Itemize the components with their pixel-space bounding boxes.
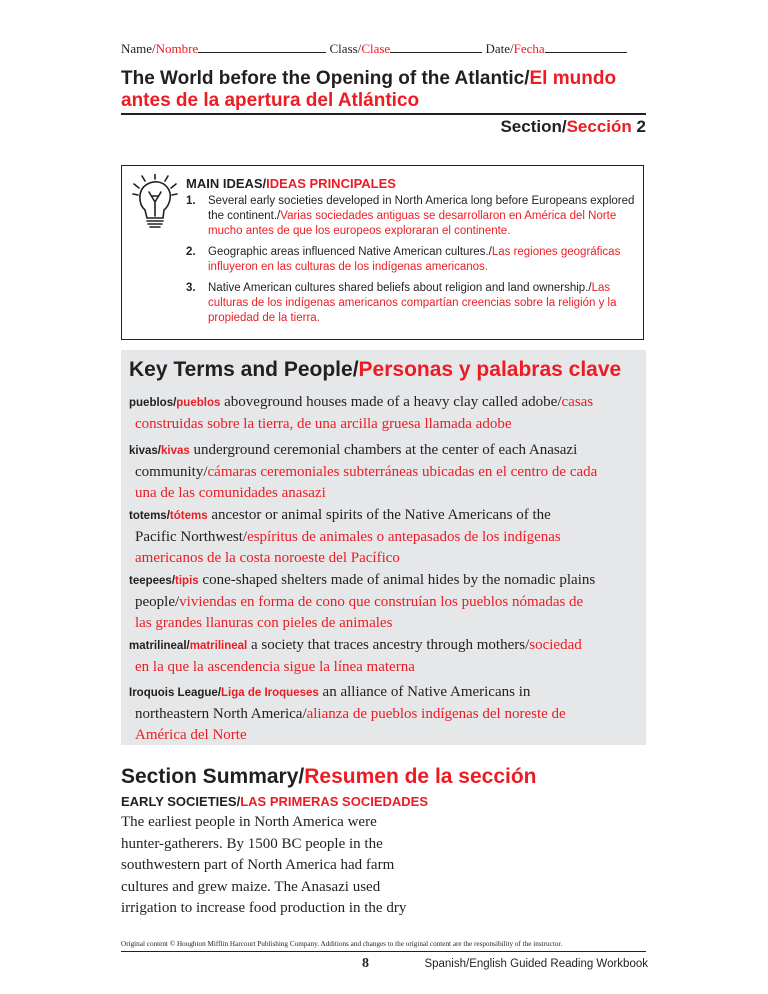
- key-term-entry: matrilineal/matrilineal a society that traces ancestry through mothers/sociedad en la que la ascendencia sigue la línea materna: [129, 637, 582, 675]
- key-term: totems/tótems: [129, 510, 208, 522]
- lightbulb-icon: [130, 174, 180, 234]
- summary-line: hunter-gatherers. By 1500 BC people in the: [121, 835, 383, 852]
- section-summary-heading: Section Summary/Resumen de la sección: [121, 765, 537, 788]
- key-term: matrilineal/matrilineal: [129, 640, 248, 652]
- main-ideas-box: [121, 165, 644, 340]
- student-info-line: [121, 40, 646, 57]
- page-number: 8: [362, 956, 369, 971]
- early-societies-subheading: EARLY SOCIETIES/LAS PRIMERAS SOCIEDADES: [121, 794, 429, 809]
- name-field-blank[interactable]: [198, 40, 326, 53]
- key-term-entry: teepees/tipis cone-shaped shelters made of animal hides by the nomadic plains people/viviendas en forma de cono que construían los pueblos nómadas de las grandes llanuras con pieles de animales: [129, 572, 596, 631]
- key-terms-box: [121, 350, 646, 745]
- summary-line: irrigation to increase food production in the dry: [121, 900, 407, 916]
- main-idea-item: 1. Several early societies developed in North America long before Europeans explored the continent./Varias sociedades antiguas se desarrollaron en América del Norte mucho antes de que los europeos exploraran el continente.: [186, 195, 635, 237]
- key-terms-heading: Key Terms and People/Personas y palabras clave: [129, 358, 622, 381]
- key-term: kivas/kivas: [129, 445, 190, 457]
- main-ideas-heading: MAIN IDEAS/IDEAS PRINCIPALES: [186, 176, 396, 191]
- class-field-blank[interactable]: [390, 40, 482, 53]
- main-ideas-list: [186, 194, 636, 332]
- key-term: pueblos/pueblos: [129, 397, 221, 409]
- title-divider: [121, 113, 646, 115]
- key-term: teepees/tipis: [129, 575, 199, 587]
- section-label: Section/Sección 2: [500, 117, 646, 136]
- copyright-notice: Original content © Houghton Mifflin Harcourt Publishing Company. Additions and changes to the original content are the responsibility of the instructor.: [121, 940, 563, 948]
- summary-paragraph: [121, 812, 421, 920]
- main-idea-item: 3. Native American cultures shared beliefs about religion and land ownership./Las culturas de los indígenas americanos compartían creencias sobre la religión y la propiedad de la tierra.: [186, 282, 617, 324]
- page-title: The World before the Opening of the Atlantic/El mundo antes de la apertura del Atlántico: [121, 68, 617, 111]
- summary-line: The earliest people in North America were: [121, 814, 377, 830]
- date-field-blank[interactable]: [545, 40, 627, 53]
- key-term-entry: Iroquois League/Liga de Iroqueses an alliance of Native Americans in northeastern North America/alianza de pueblos indígenas del noreste de América del Norte: [129, 684, 566, 743]
- date-label: Date/Fecha: [485, 41, 545, 56]
- summary-line: southwestern part of North America had farm: [121, 857, 395, 873]
- key-term-entry: totems/tótems ancestor or animal spirits of the Native Americans of the Pacific Northwest/espíritus de animales o antepasados de los indígenas americanos de la costa noroeste del Pacífico: [129, 507, 561, 566]
- summary-line: cultures and grew maize. The Anasazi used: [121, 878, 381, 895]
- name-label: Name/Nombre: [121, 41, 199, 56]
- key-term: Iroquois League/Liga de Iroqueses: [129, 687, 319, 699]
- key-term-entry: pueblos/pueblos aboveground houses made of a heavy clay called adobe/casas construidas sobre la tierra, de una arcilla gruesa llamada adobe: [129, 394, 594, 432]
- class-label: Class/Clase: [329, 41, 391, 56]
- key-term-entry: kivas/kivas underground ceremonial chambers at the center of each Anasazi community/cámaras ceremoniales subterráneas ubicadas en el centro de cada una de las comunidades anasazi: [129, 442, 598, 501]
- footer-divider: [121, 951, 646, 952]
- main-idea-item: 2. Geographic areas influenced Native American cultures./Las regiones geográficas influyeron en las culturas de los indígenas americanos.: [186, 246, 621, 273]
- workbook-title: Spanish/English Guided Reading Workbook: [424, 958, 648, 970]
